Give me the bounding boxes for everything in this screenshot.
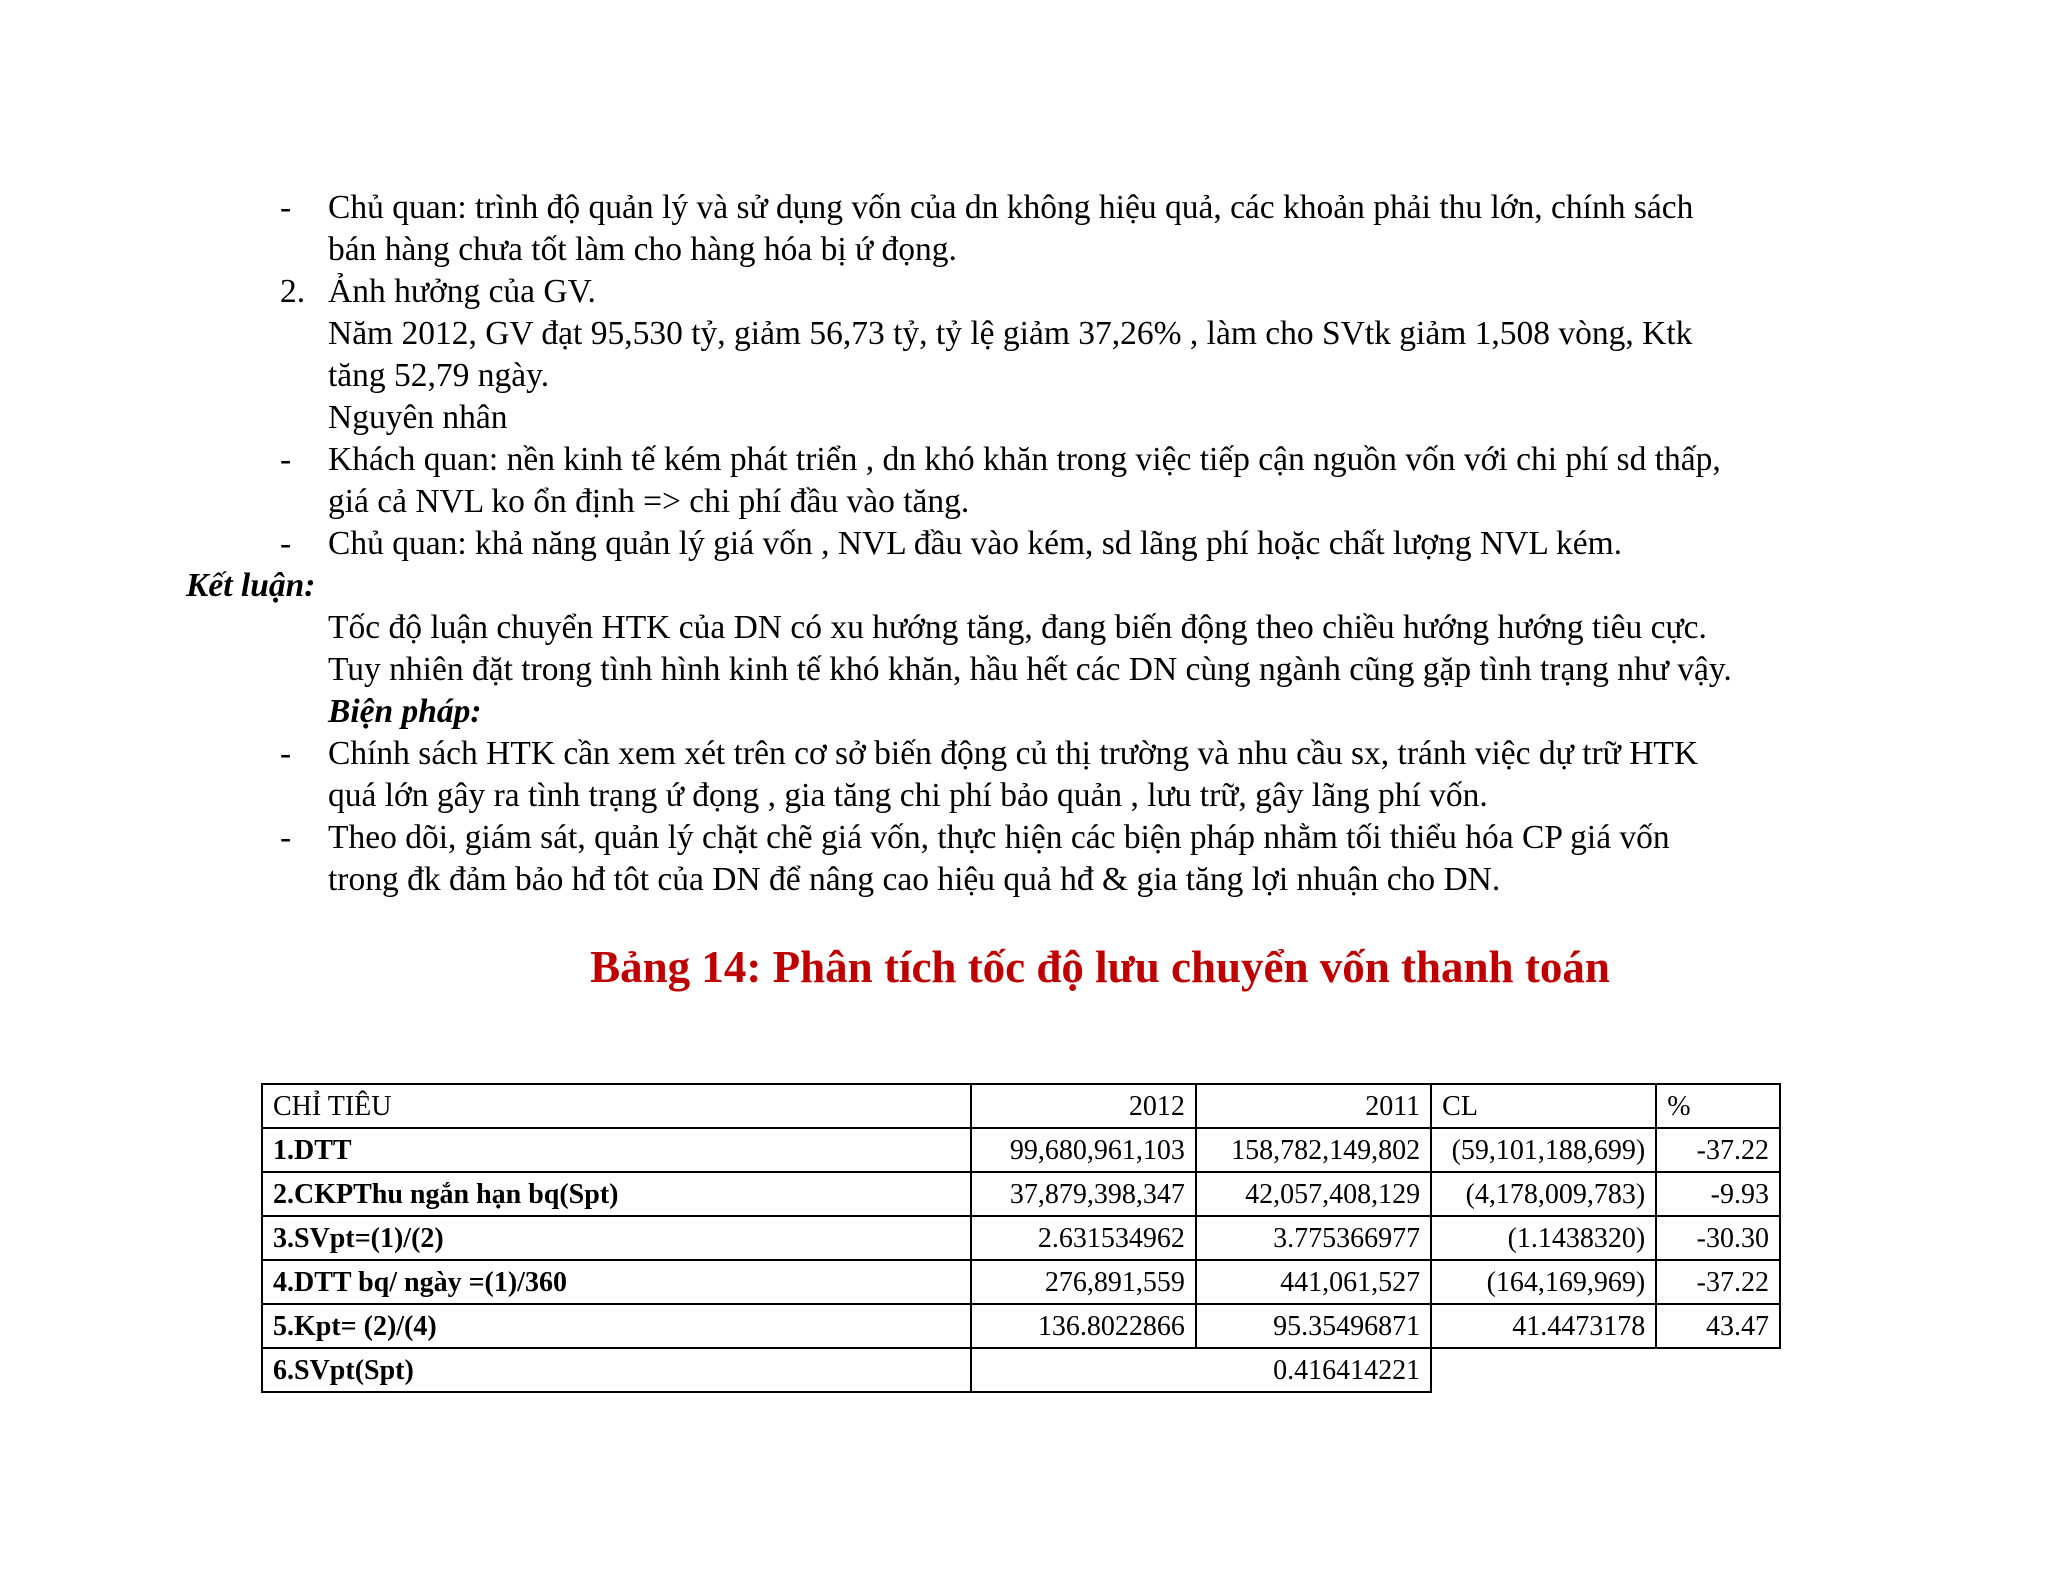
empty-cell [1431,1348,1656,1392]
table-row [262,1172,1780,1216]
bullet-dash: - [280,735,292,772]
table-cell: -9.93 [1656,1172,1780,1216]
table-cell: 2.631534962 [971,1216,1196,1260]
row-label: 6.SVpt(Spt) [262,1348,971,1392]
text-line: giá cả NVL ko ổn định => chi phí đầu vào tăng. [328,483,970,520]
text-line: Tốc độ luận chuyển HTK của DN có xu hướng tăng, đang biến động theo chiều hướng hướng tiêu cực. [328,609,1707,646]
table-cell: 43.47 [1656,1304,1780,1348]
table-cell: 158,782,149,802 [1196,1128,1431,1172]
table-cell: (4,178,009,783) [1431,1172,1656,1216]
table-header-row [262,1084,1780,1128]
conclusion-heading: Kết luận: [186,567,316,604]
row-label: 2.CKPThu ngắn hạn bq(Spt) [262,1172,971,1216]
table-cell: 136.8022866 [971,1304,1196,1348]
text-line: Ảnh hưởng của GV. [328,273,596,310]
text-line: tăng 52,79 ngày. [328,357,550,394]
text-line: Chính sách HTK cần xem xét trên cơ sở biến động củ thị trường và nhu cầu sx, tránh việc dự trữ HTK [328,735,1699,772]
table-cell: -30.30 [1656,1216,1780,1260]
measures-heading: Biện pháp: [328,693,482,730]
empty-cell [1656,1348,1780,1392]
text-line: Chủ quan: khả năng quản lý giá vốn , NVL đầu vào kém, sd lãng phí hoặc chất lượng NVL kém. [328,525,1623,562]
text-line: Chủ quan: trình độ quản lý và sử dụng vốn của dn không hiệu quả, các khoản phải thu lớn, chính sách [328,189,1694,226]
bullet-dash: - [280,819,292,856]
table-row [262,1348,1780,1392]
table-cell: -37.22 [1656,1128,1780,1172]
table-cell: 37,879,398,347 [971,1172,1196,1216]
list-number: 2. [280,273,306,310]
table-cell: 95.35496871 [1196,1304,1431,1348]
row-label: 5.Kpt= (2)/(4) [262,1304,971,1348]
table-cell: 276,891,559 [971,1260,1196,1304]
table-title: Bảng 14: Phân tích tốc độ lưu chuyển vốn thanh toán [590,942,1610,992]
text-line: Theo dõi, giám sát, quản lý chặt chẽ giá vốn, thực hiện các biện pháp nhằm tối thiểu hóa CP giá vốn [328,819,1670,856]
table-cell: (59,101,188,699) [1431,1128,1656,1172]
table-cell: 3.775366977 [1196,1216,1431,1260]
table-cell-merged: 0.416414221 [971,1348,1431,1392]
table-row [262,1128,1780,1172]
table-row [262,1216,1780,1260]
text-line: bán hàng chưa tốt làm cho hàng hóa bị ứ đọng. [328,231,957,268]
header-cell: CHỈ TIÊU [262,1084,971,1128]
table-row [262,1304,1780,1348]
table-cell: 41.4473178 [1431,1304,1656,1348]
header-cell: 2011 [1196,1084,1431,1128]
text-line: Khách quan: nền kinh tế kém phát triển , dn khó khăn trong việc tiếp cận nguồn vốn với chi phí sd thấp, [328,441,1721,478]
bullet-dash: - [280,525,292,562]
text-line: Năm 2012, GV đạt 95,530 tỷ, giảm 56,73 tỷ, tỷ lệ giảm 37,26% , làm cho SVtk giảm 1,508 vòng, Ktk [328,315,1693,352]
table-cell: 42,057,408,129 [1196,1172,1431,1216]
bullet-dash: - [280,441,292,478]
row-label: 4.DTT bq/ ngày =(1)/360 [262,1260,971,1304]
table-cell: (164,169,969) [1431,1260,1656,1304]
header-cell: % [1656,1084,1780,1128]
data-table [261,1083,1781,1393]
row-label: 3.SVpt=(1)/(2) [262,1216,971,1260]
text-line: Nguyên nhân [328,399,508,436]
header-cell: 2012 [971,1084,1196,1128]
text-line: Tuy nhiên đặt trong tình hình kinh tế khó khăn, hầu hết các DN cùng ngành cũng gặp tình trạng như vậy. [328,651,1732,688]
table-cell: 441,061,527 [1196,1260,1431,1304]
table-row [262,1260,1780,1304]
row-label: 1.DTT [262,1128,971,1172]
header-cell: CL [1431,1084,1656,1128]
text-line: trong đk đảm bảo hđ tôt của DN để nâng cao hiệu quả hđ & gia tăng lợi nhuận cho DN. [328,861,1501,898]
text-line: quá lớn gây ra tình trạng ứ đọng , gia tăng chi phí bảo quản , lưu trữ, gây lãng phí vốn. [328,777,1488,814]
table-cell: (1.1438320) [1431,1216,1656,1260]
bullet-dash: - [280,189,292,226]
table-cell: 99,680,961,103 [971,1128,1196,1172]
table-cell: -37.22 [1656,1260,1780,1304]
